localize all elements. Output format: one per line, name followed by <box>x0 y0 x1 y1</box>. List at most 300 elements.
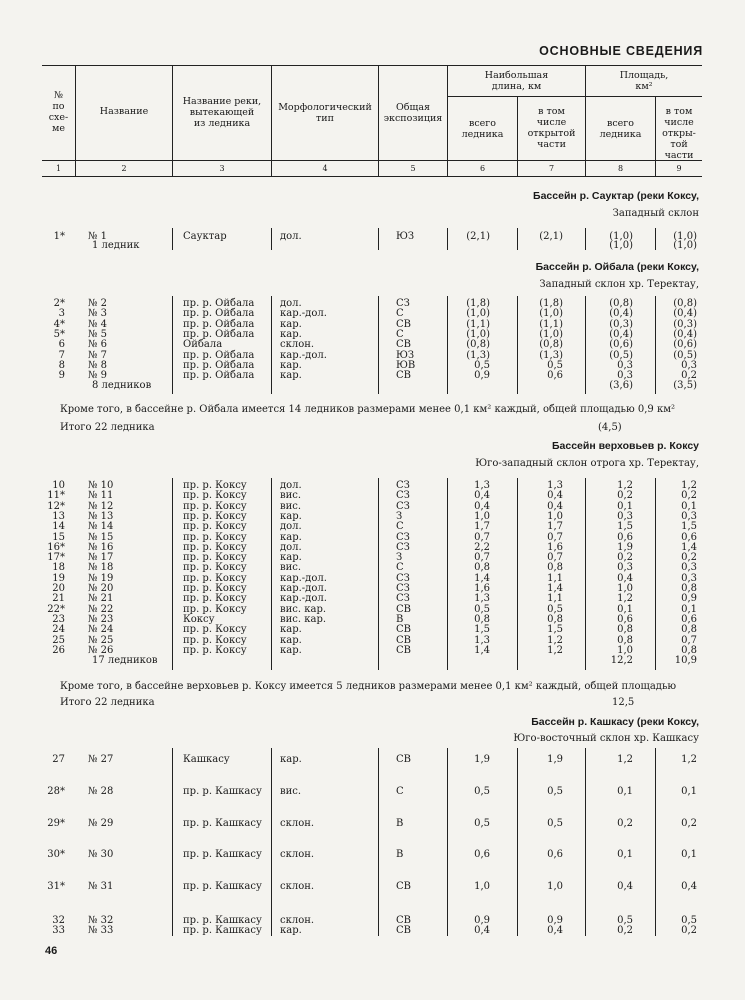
cell-area-total: 0,2 <box>617 490 633 502</box>
cell-area-total: 0,8 <box>617 624 633 636</box>
cell-river-name: пр. р. Коксу <box>183 531 247 543</box>
cell-exposure: З <box>396 510 403 522</box>
cell-area-total: 0,1 <box>617 849 633 860</box>
cell-area-total: 0,4 <box>617 881 633 892</box>
cell-scheme-number: 23 <box>52 613 65 625</box>
cell-glacier-name: № 7 <box>88 349 108 361</box>
section-2-subtitle: Западный склон хр. Теректау, <box>539 279 699 290</box>
cell-area-total: 0,3 <box>617 359 633 371</box>
cell-exposure: СВ <box>396 603 411 615</box>
cell-glacier-name: № 3 <box>88 308 108 320</box>
cell-area-open: 0,6 <box>681 613 697 625</box>
cell-exposure: СВ <box>396 318 411 330</box>
cell-glacier-name: № 21 <box>88 593 114 605</box>
cell-river-name: пр. р. Ойбала <box>183 349 255 361</box>
cell-scheme-number: 32 <box>52 915 65 926</box>
column-rule <box>378 296 379 394</box>
cell-area-open: (0,3) <box>673 318 697 330</box>
cell-length-total: (1,1) <box>466 318 490 330</box>
cell-morph-type: кар. <box>280 552 302 564</box>
cell-scheme-number: 15 <box>52 531 65 543</box>
section-1-title: Бассейн р. Сауктар (реки Коксу, <box>533 190 699 202</box>
cell-river-name: пр. р. Коксу <box>183 603 247 615</box>
cell-area-total: 1,0 <box>617 644 633 656</box>
cell-area-open: (0,4) <box>673 328 697 340</box>
table-row <box>0 786 745 797</box>
cell-length-open: 1,4 <box>547 583 563 594</box>
cell-river-name: пр. р. Ойбала <box>183 370 255 382</box>
cell-scheme-number: 3 <box>58 308 65 320</box>
col-header-length-open: в том числе открытой части <box>527 106 576 150</box>
cell-morph-type: кар.-дол. <box>280 593 327 605</box>
cell-area-open: 1,2 <box>681 480 697 491</box>
cell-morph-type: кар. <box>280 925 302 936</box>
cell-area-total: 0,6 <box>617 613 633 625</box>
section-2-title: Бассейн р. Ойбала (реки Коксу, <box>535 261 699 273</box>
cell-river-name: пр. р. Кашкасу <box>183 915 262 926</box>
cell-length-total: 1,4 <box>474 644 490 656</box>
cell-area-open: 0,3 <box>681 359 697 371</box>
cell-exposure: СВ <box>396 634 411 646</box>
cell-exposure: С <box>396 328 404 340</box>
column-rule <box>172 296 173 394</box>
cell-scheme-number: 7 <box>58 349 65 361</box>
cell-morph-type: кар.-дол. <box>280 349 327 361</box>
cell-length-open: 1,1 <box>547 572 563 584</box>
cell-river-name: пр. р. Ойбала <box>183 308 255 320</box>
cell-morph-type: кар. <box>280 754 302 765</box>
cell-area-open: 0,6 <box>681 531 697 543</box>
cell-area-open: 0,1 <box>681 849 697 860</box>
cell-scheme-number: 11* <box>47 490 65 502</box>
cell-river-name: Коксу <box>183 613 215 625</box>
cell-glacier-name: № 22 <box>88 603 114 615</box>
cell-length-total: 0,7 <box>474 552 490 564</box>
cell-glacier-name: № 29 <box>88 818 114 829</box>
cell-glacier-name: № 20 <box>88 583 114 594</box>
cell-scheme-number: 18 <box>52 562 65 574</box>
cell-scheme-number: 28* <box>47 786 65 797</box>
col-header-area-open: в том числе откры- той части <box>662 106 696 161</box>
cell-morph-type: дол. <box>280 541 302 553</box>
cell-river-name: пр. р. Коксу <box>183 510 247 522</box>
table-row <box>0 849 745 860</box>
cell-area-open: (0,4) <box>673 308 697 320</box>
section-1-subtitle: Западный склон <box>612 208 699 219</box>
cell-river-name: Ойбала <box>183 339 223 351</box>
cell-area-total: 0,6 <box>617 531 633 543</box>
cell-length-open: (2,1) <box>539 231 563 242</box>
cell-morph-type: дол. <box>280 298 302 309</box>
col-header-name: Название <box>99 106 149 117</box>
cell-river-name: пр. р. Кашкасу <box>183 786 262 797</box>
cell-area-total: (3,6) <box>609 380 633 392</box>
cell-area-open: 0,8 <box>681 583 697 594</box>
cell-area-open: 0,2 <box>681 370 697 382</box>
cell-length-total: 1,9 <box>474 754 490 765</box>
cell-length-total: 0,7 <box>474 531 490 543</box>
cell-glacier-name: № 30 <box>88 849 114 860</box>
column-rule <box>655 228 656 250</box>
cell-area-open: 0,2 <box>681 552 697 564</box>
cell-area-total: (0,4) <box>609 308 633 320</box>
cell-area-open: (0,5) <box>673 349 697 361</box>
cell-morph-type: вис. <box>280 786 302 797</box>
column-rule <box>378 478 379 670</box>
column-rule <box>655 478 656 670</box>
cell-scheme-number: 13 <box>52 510 65 522</box>
cell-length-open: 0,7 <box>547 552 563 564</box>
cell-exposure: СЗ <box>396 531 410 543</box>
table-row <box>0 881 745 892</box>
cell-area-open: 0,8 <box>681 644 697 656</box>
cell-area-total: 1,2 <box>617 593 633 605</box>
cell-scheme-number: 4* <box>53 318 65 330</box>
table-row <box>0 925 745 936</box>
column-rule <box>172 478 173 670</box>
cell-scheme-number: 33 <box>52 925 65 936</box>
column-rule <box>271 228 272 250</box>
cell-scheme-number: 16* <box>47 541 65 553</box>
cell-length-open: 0,4 <box>547 500 563 512</box>
col-header-length-total: всего ледника <box>461 118 504 140</box>
cell-morph-type: вис. <box>280 500 302 512</box>
cell-length-open: (1,0) <box>539 308 563 320</box>
cell-length-total: (1,0) <box>466 328 490 340</box>
col-number: 1 <box>55 164 62 173</box>
cell-morph-type: склон. <box>280 818 315 829</box>
cell-length-total: (2,1) <box>466 231 490 242</box>
cell-length-total: 1,5 <box>474 624 490 636</box>
cell-scheme-number: 9 <box>58 370 65 382</box>
cell-area-total: 1,5 <box>617 521 633 533</box>
cell-scheme-number: 6 <box>58 339 65 351</box>
cell-glacier-name: № 24 <box>88 624 114 636</box>
cell-area-open: 0,5 <box>681 915 697 926</box>
cell-river-name: пр. р. Ойбала <box>183 328 255 340</box>
table-row <box>0 380 745 391</box>
cell-glacier-name: 17 ледников <box>92 655 158 667</box>
column-rule <box>517 478 518 670</box>
cell-length-open: (1,1) <box>539 318 563 330</box>
cell-river-name: пр. р. Коксу <box>183 490 247 502</box>
column-rule <box>172 228 173 250</box>
column-rule <box>378 228 379 250</box>
table-row <box>0 754 745 765</box>
cell-length-open: 0,5 <box>547 786 563 797</box>
cell-area-total: 0,1 <box>617 603 633 615</box>
cell-glacier-name: № 17 <box>88 552 114 564</box>
cell-length-open: 1,9 <box>547 754 563 765</box>
cell-glacier-name: № 4 <box>88 318 108 330</box>
cell-area-open: 0,8 <box>681 624 697 636</box>
cell-length-open: 1,7 <box>547 521 563 533</box>
cell-length-open: 1,2 <box>547 634 563 646</box>
section-2-total: Итого 22 ледника <box>60 422 155 433</box>
cell-length-total: (1,3) <box>466 349 490 361</box>
cell-area-total: 0,2 <box>617 818 633 829</box>
cell-river-name: пр. р. Коксу <box>183 500 247 512</box>
column-rule <box>172 748 173 936</box>
cell-morph-type: кар. <box>280 359 302 371</box>
cell-river-name: Сауктар <box>183 231 227 242</box>
cell-morph-type: склон. <box>280 849 315 860</box>
section-2-extra-value: (4,5) <box>598 422 622 433</box>
cell-length-open: 1,1 <box>547 593 563 605</box>
cell-scheme-number: 27 <box>52 754 65 765</box>
cell-area-total: 1,2 <box>617 754 633 765</box>
cell-area-open: 0,3 <box>681 562 697 574</box>
cell-river-name: пр. р. Коксу <box>183 480 247 491</box>
cell-area-open: 1,5 <box>681 521 697 533</box>
cell-length-total: 1,3 <box>474 480 490 491</box>
cell-river-name: пр. р. Кашкасу <box>183 881 262 892</box>
cell-exposure: СВ <box>396 754 411 765</box>
cell-scheme-number: 24 <box>52 624 65 636</box>
cell-glacier-name: № 15 <box>88 531 114 543</box>
column-rule <box>271 748 272 936</box>
cell-area-total: 1,9 <box>617 541 633 553</box>
cell-area-open: 0,1 <box>681 500 697 512</box>
column-numbers-rule <box>42 176 702 177</box>
cell-morph-type: кар. <box>280 370 302 382</box>
cell-scheme-number: 8 <box>58 359 65 371</box>
cell-morph-type: вис. <box>280 562 302 574</box>
section-3-extra-note: Кроме того, в бассейне верховьев р. Коксу имеется 5 ледников размерами менее 0,1 км² каждый, общей площадью <box>60 681 677 692</box>
cell-river-name: пр. р. Коксу <box>183 644 247 656</box>
col-number: 6 <box>479 164 486 173</box>
cell-area-total: 0,3 <box>617 370 633 382</box>
page-header: ОСНОВНЫЕ СВЕДЕНИЯ <box>539 44 703 58</box>
cell-area-total: 0,8 <box>617 634 633 646</box>
cell-length-total: 1,3 <box>474 634 490 646</box>
cell-glacier-name: № 23 <box>88 613 114 625</box>
cell-exposure: СВ <box>396 339 411 351</box>
cell-morph-type: кар. <box>280 624 302 636</box>
cell-scheme-number: 26 <box>52 644 65 656</box>
section-3-extra-value: 12,5 <box>612 697 635 708</box>
cell-area-open: 0,2 <box>681 490 697 502</box>
cell-area-open: (1,0) <box>673 240 697 251</box>
cell-river-name: Кашкасу <box>183 754 230 765</box>
col-number: 4 <box>322 164 328 173</box>
cell-length-open: 0,4 <box>547 490 563 502</box>
cell-length-open: 0,5 <box>547 359 563 371</box>
cell-river-name: пр. р. Ойбала <box>183 298 255 309</box>
cell-morph-type: кар.-дол. <box>280 583 327 594</box>
cell-length-total: 1,0 <box>474 881 490 892</box>
cell-length-open: (1,0) <box>539 328 563 340</box>
cell-river-name: пр. р. Коксу <box>183 541 247 553</box>
cell-morph-type: вис. кар. <box>280 603 327 615</box>
cell-exposure: СЗ <box>396 490 410 502</box>
cell-morph-type: кар. <box>280 328 302 340</box>
col-number: 8 <box>617 164 624 173</box>
cell-area-total: 12,2 <box>610 655 633 667</box>
cell-exposure: З <box>396 552 403 564</box>
cell-length-open: 1,0 <box>547 881 563 892</box>
cell-area-total: 0,2 <box>617 552 633 564</box>
cell-length-open: 0,6 <box>547 849 563 860</box>
cell-morph-type: кар. <box>280 510 302 522</box>
cell-length-total: 0,5 <box>474 786 490 797</box>
cell-area-total: 0,5 <box>617 915 633 926</box>
cell-scheme-number: 31* <box>47 881 65 892</box>
area-group-rule <box>585 96 702 97</box>
column-rule <box>655 748 656 936</box>
cell-glacier-name: № 8 <box>88 359 108 371</box>
cell-scheme-number: 21 <box>52 593 65 605</box>
cell-glacier-name: № 31 <box>88 881 114 892</box>
cell-glacier-name: № 14 <box>88 521 114 533</box>
section-4-subtitle: Юго-восточный склон хр. Кашкасу <box>513 733 699 744</box>
cell-length-open: 1,3 <box>547 480 563 491</box>
cell-river-name: пр. р. Коксу <box>183 593 247 605</box>
cell-exposure: С <box>396 562 404 574</box>
cell-river-name: пр. р. Ойбала <box>183 318 255 330</box>
cell-length-total: 0,4 <box>474 500 490 512</box>
cell-exposure: В <box>396 849 404 860</box>
cell-scheme-number: 12* <box>47 500 65 512</box>
column-rule <box>447 228 448 250</box>
column-rule <box>585 228 586 250</box>
cell-morph-type: дол. <box>280 480 302 491</box>
cell-exposure: СЗ <box>396 500 410 512</box>
cell-length-total: 1,0 <box>474 510 490 522</box>
cell-exposure: ЮЗ <box>396 349 415 361</box>
cell-length-total: (1,8) <box>466 298 490 309</box>
cell-area-total: 0,3 <box>617 562 633 574</box>
col-header-area-total: всего ледника <box>599 118 642 140</box>
cell-length-open: 0,5 <box>547 603 563 615</box>
cell-length-total: 0,4 <box>474 490 490 502</box>
col-header-length-group: Наибольшая длина, км <box>484 70 549 92</box>
column-rule <box>585 296 586 394</box>
cell-area-total: (0,8) <box>609 298 633 309</box>
cell-glacier-name: № 19 <box>88 572 114 584</box>
section-3-total: Итого 22 ледника <box>60 697 155 708</box>
cell-glacier-name: № 25 <box>88 634 114 646</box>
cell-glacier-name: № 18 <box>88 562 114 574</box>
cell-area-open: 0,1 <box>681 786 697 797</box>
cell-river-name: пр. р. Коксу <box>183 583 247 594</box>
cell-river-name: пр. р. Кашкасу <box>183 925 262 936</box>
cell-river-name: пр. р. Кашкасу <box>183 818 262 829</box>
column-rule <box>271 296 272 394</box>
cell-area-total: (1,0) <box>609 240 633 251</box>
cell-glacier-name: № 13 <box>88 510 114 522</box>
col-number: 9 <box>676 164 682 173</box>
cell-length-total: 2,2 <box>474 541 490 553</box>
cell-exposure: СЗ <box>396 593 410 605</box>
cell-morph-type: вис. <box>280 490 302 502</box>
cell-glacier-name: № 1 <box>88 231 108 242</box>
cell-area-open: 0,1 <box>681 603 697 615</box>
column-rule <box>517 228 518 250</box>
cell-river-name: пр. р. Коксу <box>183 624 247 636</box>
column-rule <box>447 296 448 394</box>
header-bottom-rule <box>42 160 702 161</box>
cell-exposure: ЮЗ <box>396 231 415 242</box>
cell-length-total: 0,8 <box>474 613 490 625</box>
cell-scheme-number: 10 <box>52 480 65 491</box>
cell-length-open: 0,9 <box>547 915 563 926</box>
cell-length-open: 0,8 <box>547 562 563 574</box>
cell-area-open: (0,8) <box>673 298 697 309</box>
cell-exposure: С <box>396 308 404 320</box>
cell-exposure: С <box>396 786 404 797</box>
section-2-extra-note: Кроме того, в бассейне р. Ойбала имеется 14 ледников размерами менее 0,1 км² каждый, общей площадью 0,9 км² <box>60 404 676 415</box>
cell-length-open: (1,8) <box>539 298 563 309</box>
cell-scheme-number: 5* <box>53 328 65 340</box>
cell-exposure: СЗ <box>396 572 410 584</box>
cell-river-name: пр. р. Коксу <box>183 572 247 584</box>
cell-scheme-number: 29* <box>47 818 65 829</box>
cell-area-open: 1,2 <box>681 754 697 765</box>
col-number: 5 <box>410 164 416 173</box>
col-header-morph-type: Морфологический тип <box>278 102 372 124</box>
cell-area-total: 1,2 <box>617 480 633 491</box>
cell-exposure: СВ <box>396 881 411 892</box>
cell-morph-type: склон. <box>280 915 315 926</box>
cell-length-open: (0,8) <box>539 339 563 351</box>
cell-exposure: В <box>396 818 404 829</box>
column-rule <box>271 478 272 670</box>
cell-exposure: СВ <box>396 370 411 382</box>
cell-length-total: (0,8) <box>466 339 490 351</box>
cell-scheme-number: 2* <box>53 298 65 309</box>
page-number: 46 <box>45 945 58 957</box>
cell-area-total: 0,4 <box>617 572 633 584</box>
column-rule <box>655 296 656 394</box>
col-header-scheme-number: № по схе- ме <box>48 90 69 134</box>
cell-morph-type: склон. <box>280 881 315 892</box>
cell-area-open: 0,9 <box>681 593 697 605</box>
column-rule <box>585 478 586 670</box>
cell-length-total: 0,5 <box>474 818 490 829</box>
cell-glacier-name: № 33 <box>88 925 114 936</box>
col-header-area-group: Площадь, км² <box>619 70 669 92</box>
cell-length-open: (1,3) <box>539 349 563 361</box>
col-header-exposure: Общая экспозиция <box>383 102 443 124</box>
cell-morph-type: кар. <box>280 318 302 330</box>
cell-morph-type: кар.-дол. <box>280 572 327 584</box>
cell-length-total: 0,9 <box>474 370 490 382</box>
cell-area-total: (0,6) <box>609 339 633 351</box>
cell-morph-type: кар. <box>280 644 302 656</box>
col-number: 7 <box>548 164 555 173</box>
cell-river-name: пр. р. Кашкасу <box>183 849 262 860</box>
cell-length-open: 0,5 <box>547 818 563 829</box>
cell-morph-type: склон. <box>280 339 315 351</box>
cell-exposure: СЗ <box>396 298 410 309</box>
cell-length-total: 1,3 <box>474 593 490 605</box>
col-header-river: Название реки, вытекающей из ледника <box>182 96 262 129</box>
cell-exposure: СВ <box>396 644 411 656</box>
cell-glacier-name: № 9 <box>88 370 108 382</box>
cell-morph-type: дол. <box>280 231 302 242</box>
table-row <box>0 655 745 666</box>
cell-length-total: 0,9 <box>474 915 490 926</box>
cell-exposure: СЗ <box>396 583 410 594</box>
cell-scheme-number: 17* <box>47 552 65 564</box>
cell-morph-type: дол. <box>280 521 302 533</box>
cell-length-total: 0,5 <box>474 603 490 615</box>
header-top-rule <box>42 65 702 66</box>
cell-glacier-name: № 11 <box>88 490 114 502</box>
cell-area-open: 0,4 <box>681 881 697 892</box>
cell-area-total: 0,2 <box>617 925 633 936</box>
